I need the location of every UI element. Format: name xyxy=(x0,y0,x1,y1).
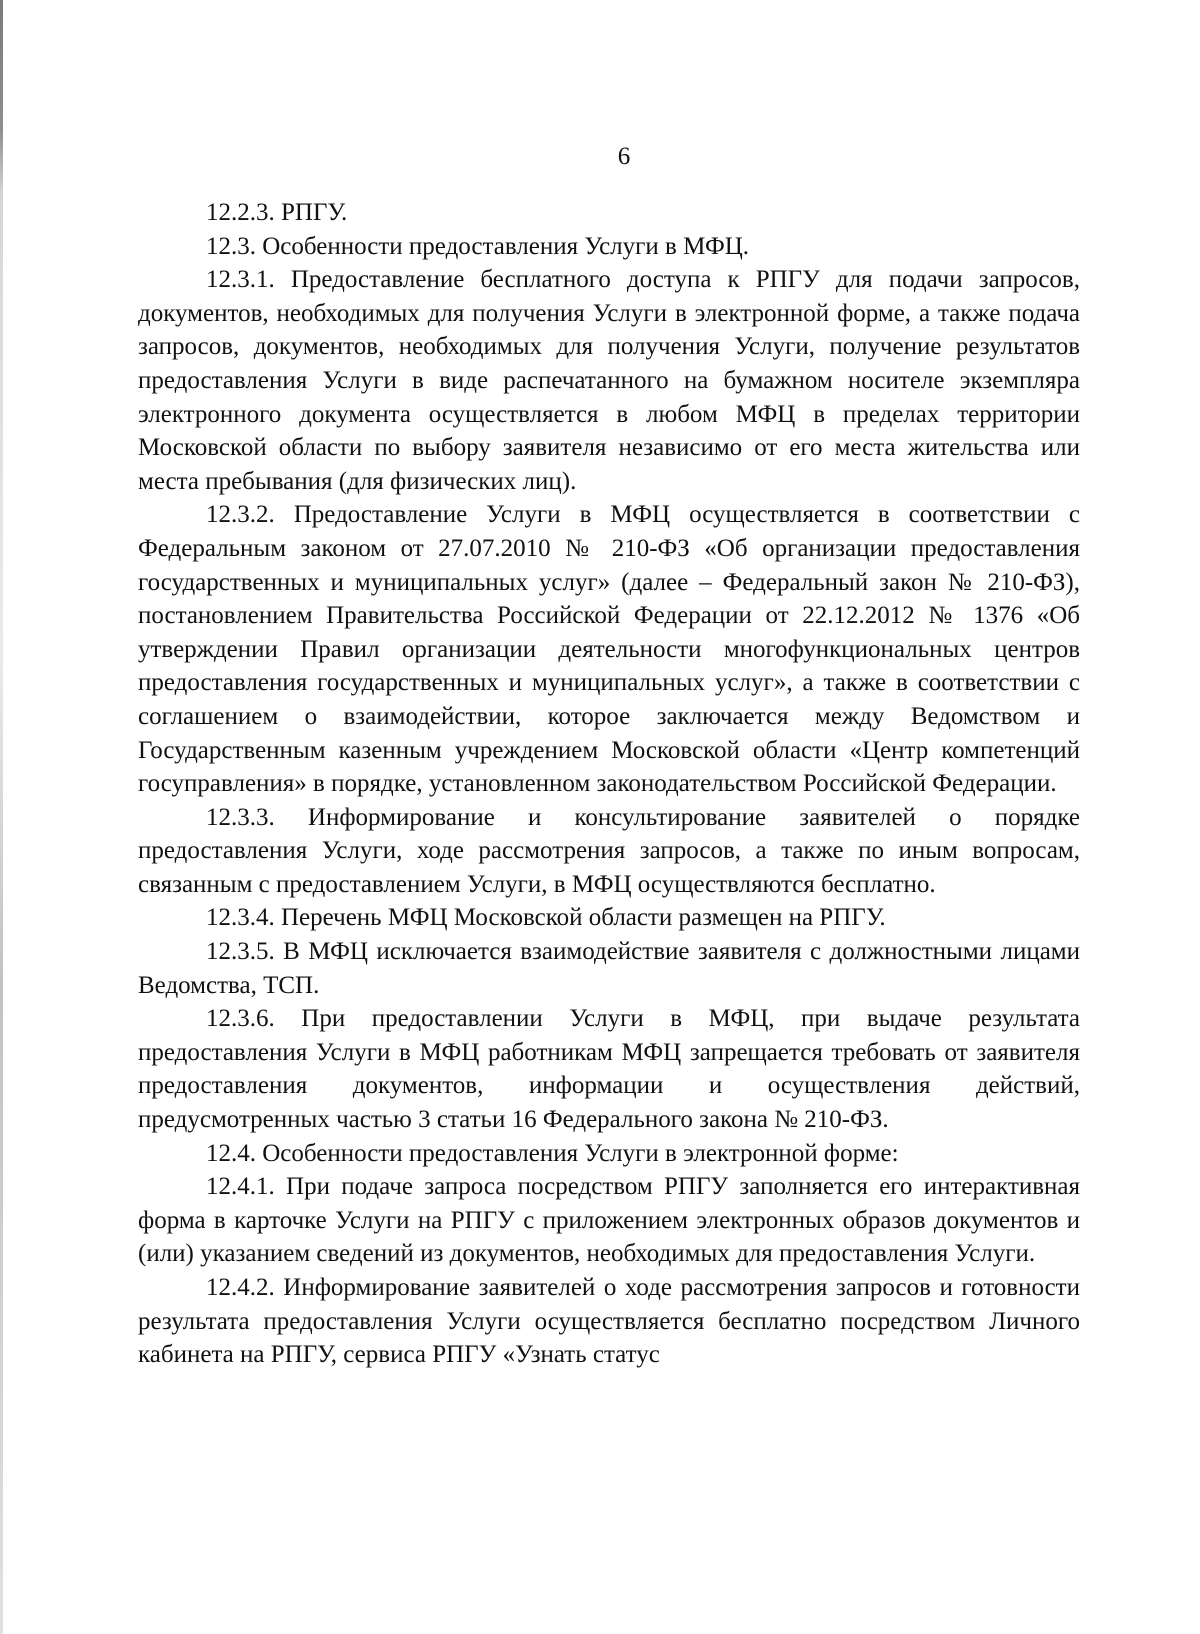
paragraph-12-3-3: 12.3.3. Информирование и консультирование заявителей о порядке предоставления Услуги, ходе рассмотрения запросов, а также по иным вопросам, связанным с предоставлением Услуги, в МФЦ осуществляются бесплатно. xyxy=(138,803,1080,898)
paragraph-12-4-1: 12.4.1. При подаче запроса посредством РПГУ заполняется его интерактивная форма в карточке Услуги на РПГУ с приложением электронных образов документов и (или) указанием сведений из документов, необходимых для предоставления Услуги. xyxy=(138,1173,1080,1268)
paragraph-12-3-2: 12.3.2. Предоставление Услуги в МФЦ осуществляется в соответствии с Федеральным законом от 27.07.2010 № 210-ФЗ «Об организации предоставления государственных и муниципальных услуг» (далее – Федеральный закон № 210-ФЗ), постановлением Правительства Российской Федерации от 22.12.2012 № 1376 «Об утверждении Правил организации деятельности многофункциональных центров предоставления государственных и муниципальных услуг», а также в соответствии с соглашением о взаимодействии, которое заключается между Ведомством и Государственным казенным учреждением Московской области «Центр компетенций госуправления» в порядке, установленном законодательством Российской Федерации. xyxy=(138,501,1080,798)
document-page xyxy=(138,140,1080,1372)
scan-edge xyxy=(0,0,3,1634)
paragraph-12-3: 12.3. Особенности предоставления Услуги в МФЦ. xyxy=(206,232,750,260)
paragraph-12-2-3: 12.2.3. РПГУ. xyxy=(206,199,348,226)
paragraph-12-4: 12.4. Особенности предоставления Услуги в электронной форме: xyxy=(206,1139,899,1167)
paragraph-12-3-4: 12.3.4. Перечень МФЦ Московской области размещен на РПГУ. xyxy=(206,904,886,932)
paragraph-12-3-5: 12.3.5. В МФЦ исключается взаимодействие заявителя с должностными лицами Ведомства, ТСП. xyxy=(138,938,1080,999)
paragraph-12-4-2: 12.4.2. Информирование заявителей о ходе рассмотрения запросов и готовности результата предоставления Услуги осуществляется бесплатно посредством Личного кабинета на РПГУ, сервиса РПГУ «Узнать статус xyxy=(138,1274,1080,1369)
paragraph-12-3-1: 12.3.1. Предоставление бесплатного доступа к РПГУ для подачи запросов, документов, необходимых для получения Услуги в электронной форме, а также подача запросов, документов, необходимых для получения Услуги, получение результатов предоставления Услуги в виде распечатанного на бумажном носителе экземпляра электронного документа осуществляется в любом МФЦ в пределах территории Московской области по выбору заявителя независимо от его места жительства или места пребывания (для физических лиц). xyxy=(138,266,1080,495)
paragraph-12-3-6: 12.3.6. При предоставлении Услуги в МФЦ, при выдаче результата предоставления Услуги в МФЦ работникам МФЦ запрещается требовать от заявителя предоставления документов, информации и осуществления действий, предусмотренных частью 3 статьи 16 Федерального закона № 210-ФЗ. xyxy=(138,1005,1080,1134)
page-number: 6 xyxy=(617,143,631,170)
